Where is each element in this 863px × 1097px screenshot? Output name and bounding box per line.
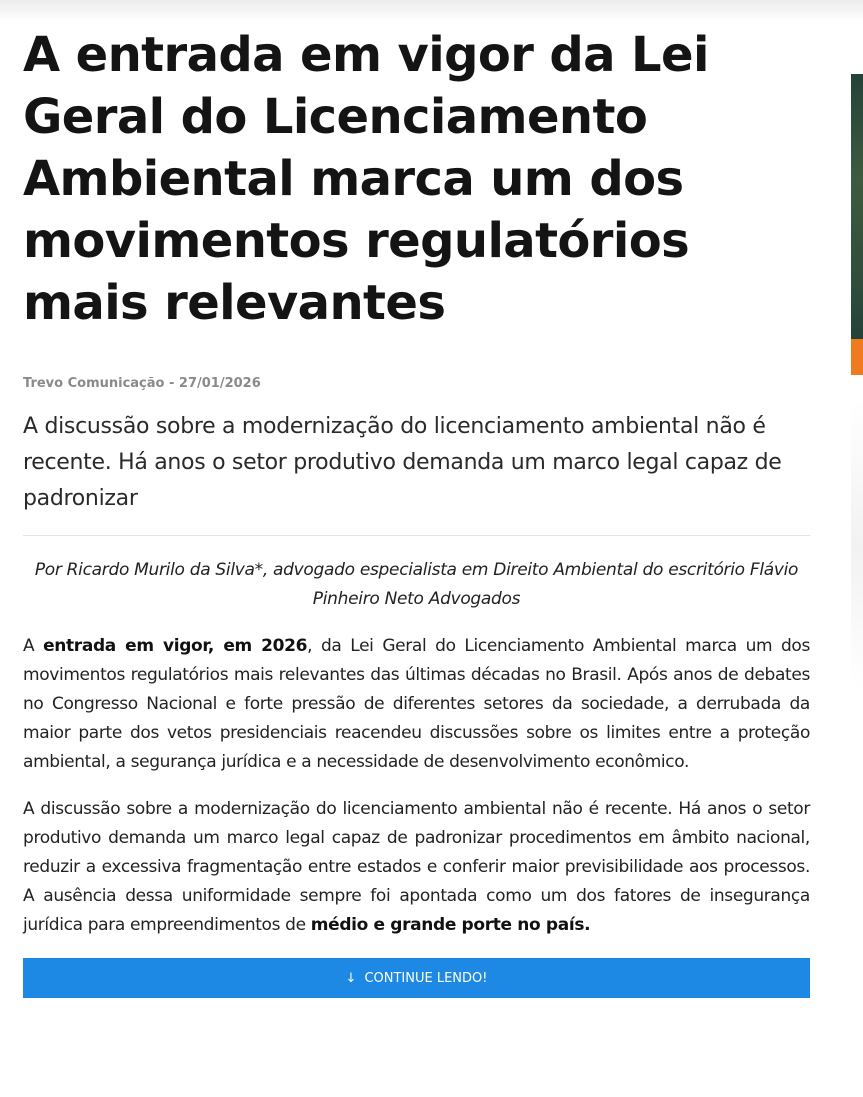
article-meta: Trevo Comunicação - 27/01/2026: [23, 376, 261, 391]
article-lead: A discussão sobre a modernização do licenciamento ambiental não é recente. Há anos o setor produtivo demanda um marco legal capaz de padronizar: [23, 414, 782, 511]
article-headline: A entrada em vigor da Lei Geral do Licenciamento Ambiental marca um dos movimentos regulatórios mais relevantes: [23, 27, 709, 331]
paragraph-1: [23, 632, 810, 777]
paragraph-1-bold: entrada em vigor, em 2026: [43, 636, 308, 656]
top-shade: [0, 0, 863, 22]
continue-reading-button[interactable]: [23, 958, 810, 998]
paragraph-1-text-end: , da Lei Geral do Licenciamento Ambiental marca um dos movimentos regulatórios mais relevantes das últimas décadas no Brasil. Após anos de debates no Congresso Nacional e forte pressão de diferentes setores da sociedade, a derrubada da maior parte dos vetos presidenciais reacendeu discussões sobre os limites entre a proteção ambiental, a segurança jurídica e a necessidade de desenvolvimento econômico.: [23, 636, 810, 772]
side-ad-shadow: [851, 400, 863, 690]
author-byline: Por Ricardo Murilo da Silva*, advogado especialista em Direito Ambiental do escritório Flávio Pinheiro Neto Advogados: [34, 560, 799, 609]
paragraph-2-text: A discussão sobre a modernização do licenciamento ambiental não é recente. Há anos o setor produtivo demanda um marco legal capaz de padronizar procedimentos em âmbito nacional, reduzir a excessiva fragmentação entre estados e conferir maior previsibilidade aos processos. A ausência dessa uniformidade sempre foi apontada como um dos fatores de insegurança jurídica para empreendimentos de: [23, 799, 810, 935]
paragraph-1-text-start: A: [23, 636, 44, 656]
paragraph-2: [23, 795, 810, 940]
arrow-down-icon: ↓: [345, 970, 357, 986]
paragraph-2-bold: médio e grande porte no país.: [310, 915, 591, 935]
side-ad-banner[interactable]: [851, 74, 863, 375]
continue-reading-label: CONTINUE LENDO!: [364, 970, 488, 986]
article: [23, 24, 810, 998]
divider: [23, 535, 810, 536]
